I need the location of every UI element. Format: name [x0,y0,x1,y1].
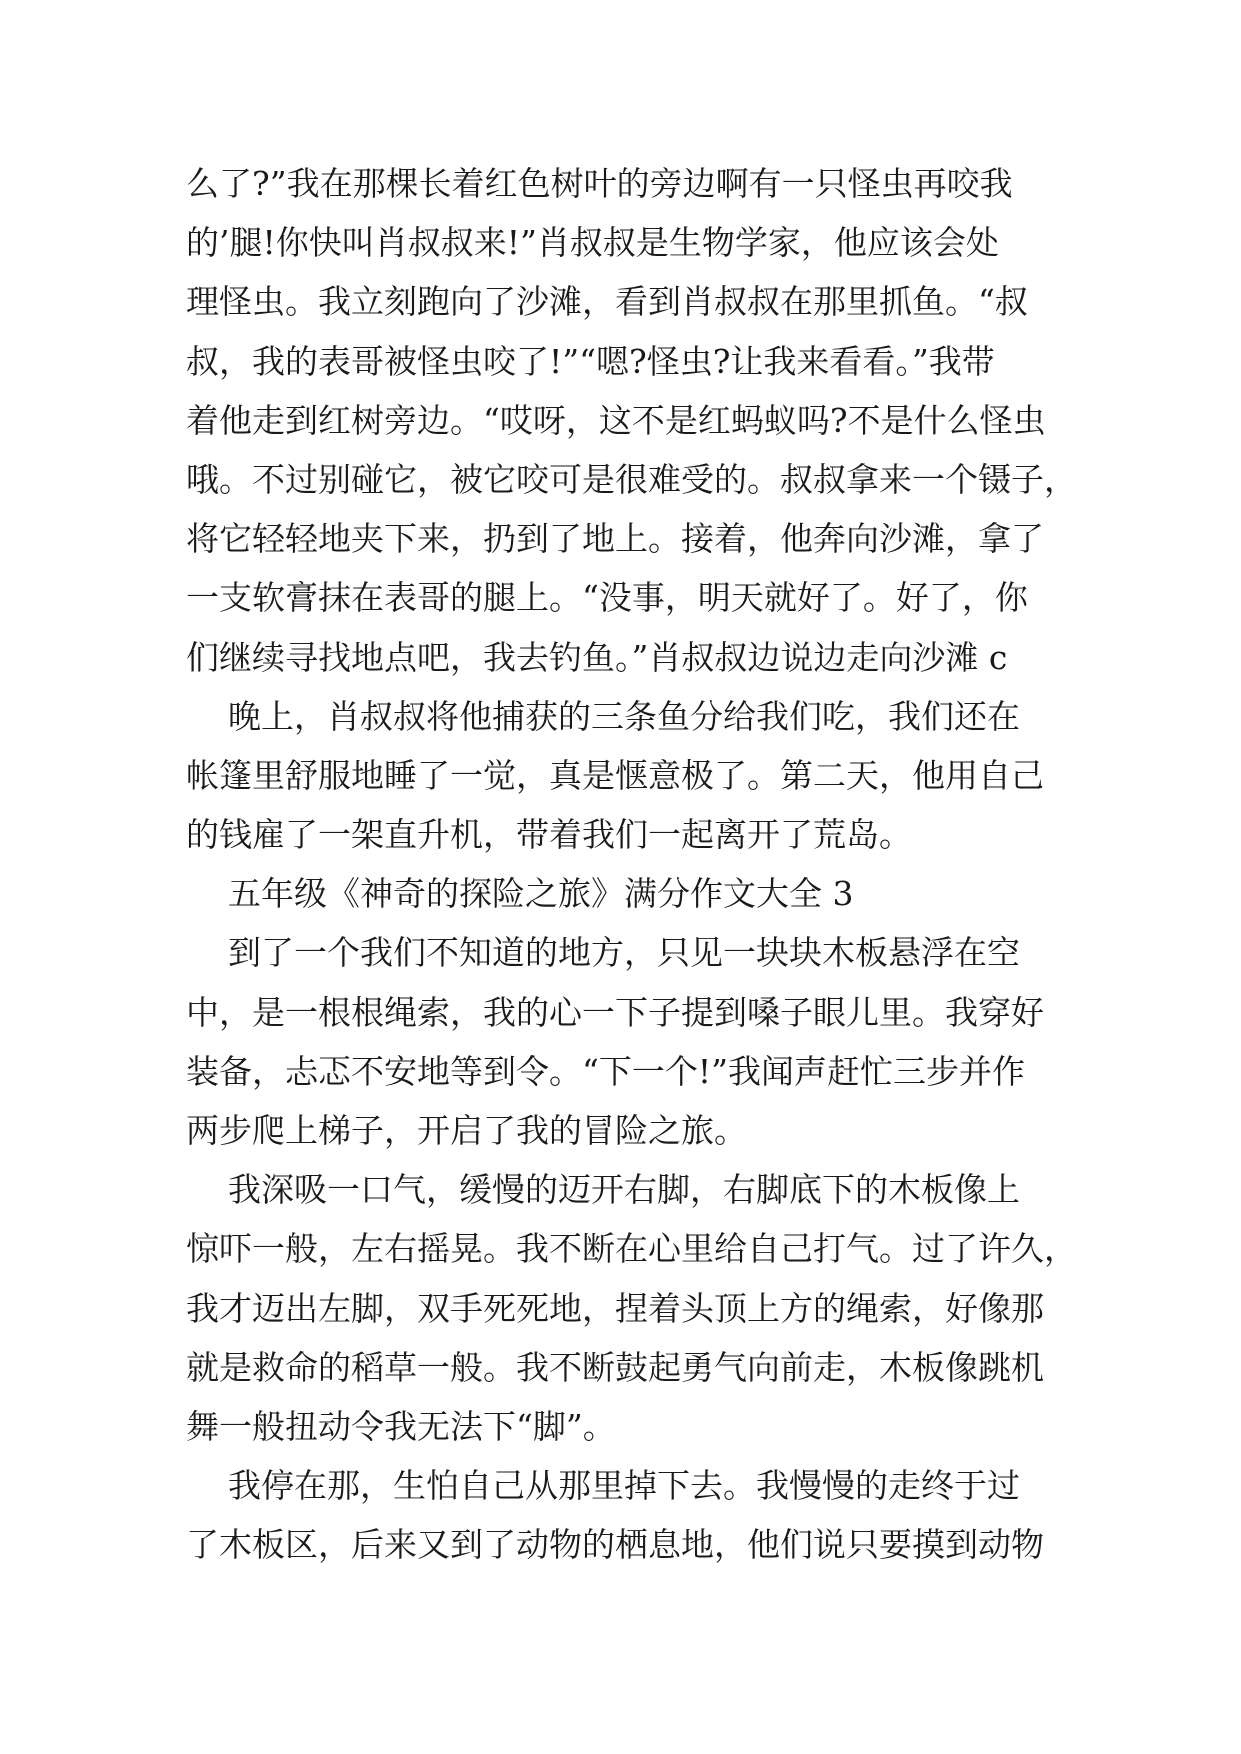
essay-body [186,154,1077,1575]
text-line: 的’腿!你快叫肖叔叔来!”肖叔叔是生物学家，他应该会处 [186,223,999,263]
text-line: 了木板区，后来又到了动物的栖息地，他们说只要摸到动物 [186,1525,1044,1565]
text-line: 就是救命的稻草一般。我不断鼓起勇气向前走，木板像跳机 [186,1347,1044,1387]
text-line: 着他走到红树旁边。“哎呀，这不是红蚂蚁吗?不是什么怪虫 [186,400,1046,440]
text-line: 一支软膏抹在表哥的腿上。“没事，明天就好了。好了，你 [186,578,1028,618]
text-line: 将它轻轻地夹下来，扔到了地上。接着，他奔向沙滩，拿了 [186,519,1044,559]
text-line: 舞一般扭动令我无法下“脚”。 [186,1406,616,1446]
text-line: 理怪虫。我立刻跑向了沙滩，看到肖叔叔在那里抓鱼。“叔 [186,282,1028,322]
section-heading: 五年级《神奇的探险之旅》满分作文大全 3 [186,874,854,914]
paragraph-start: 到了一个我们不知道的地方，只见一块块木板悬浮在空 [186,933,1020,973]
text-line: 叔，我的表哥被怪虫咬了!”“嗯?怪虫?让我来看看。”我带 [186,341,995,381]
text-line: 两步爬上梯子，开启了我的冒险之旅。 [186,1111,747,1150]
text-line: 我才迈出左脚，双手死死地，捏着头顶上方的绳索，好像那 [186,1288,1044,1328]
text-line: 惊吓一般，左右摇晃。我不断在心里给自己打气。过了许久， [186,1229,1077,1269]
text-line: 中，是一根根绳索，我的心一下子提到嗓子眼儿里。我穿好 [186,992,1044,1032]
text-line: 装备，忐忑不安地等到令。“下一个!”我闻声赶忙三步并作 [186,1051,1026,1091]
paragraph-start: 我深吸一口气，缓慢的迈开右脚，右脚底下的木板像上 [186,1170,1020,1210]
paragraph-start: 我停在那，生怕自己从那里掉下去。我慢慢的走终于过 [186,1466,1020,1506]
paragraph-start: 晚上，肖叔叔将他捕获的三条鱼分给我们吃，我们还在 [186,696,1020,736]
text-line: 么了?”我在那棵长着红色树叶的旁边啊有一只怪虫再咬我 [186,164,1013,203]
text-line: 帐篷里舒服地睡了一觉，真是惬意极了。第二天，他用自己 [186,755,1044,795]
text-line: 的钱雇了一架直升机，带着我们一起离开了荒岛。 [186,815,912,855]
text-line: 们继续寻找地点吧，我去钓鱼。”肖叔叔边说边走向沙滩 c [186,637,1008,677]
text-line: 哦。不过别碰它，被它咬可是很难受的。叔叔拿来一个镊子， [186,459,1077,499]
